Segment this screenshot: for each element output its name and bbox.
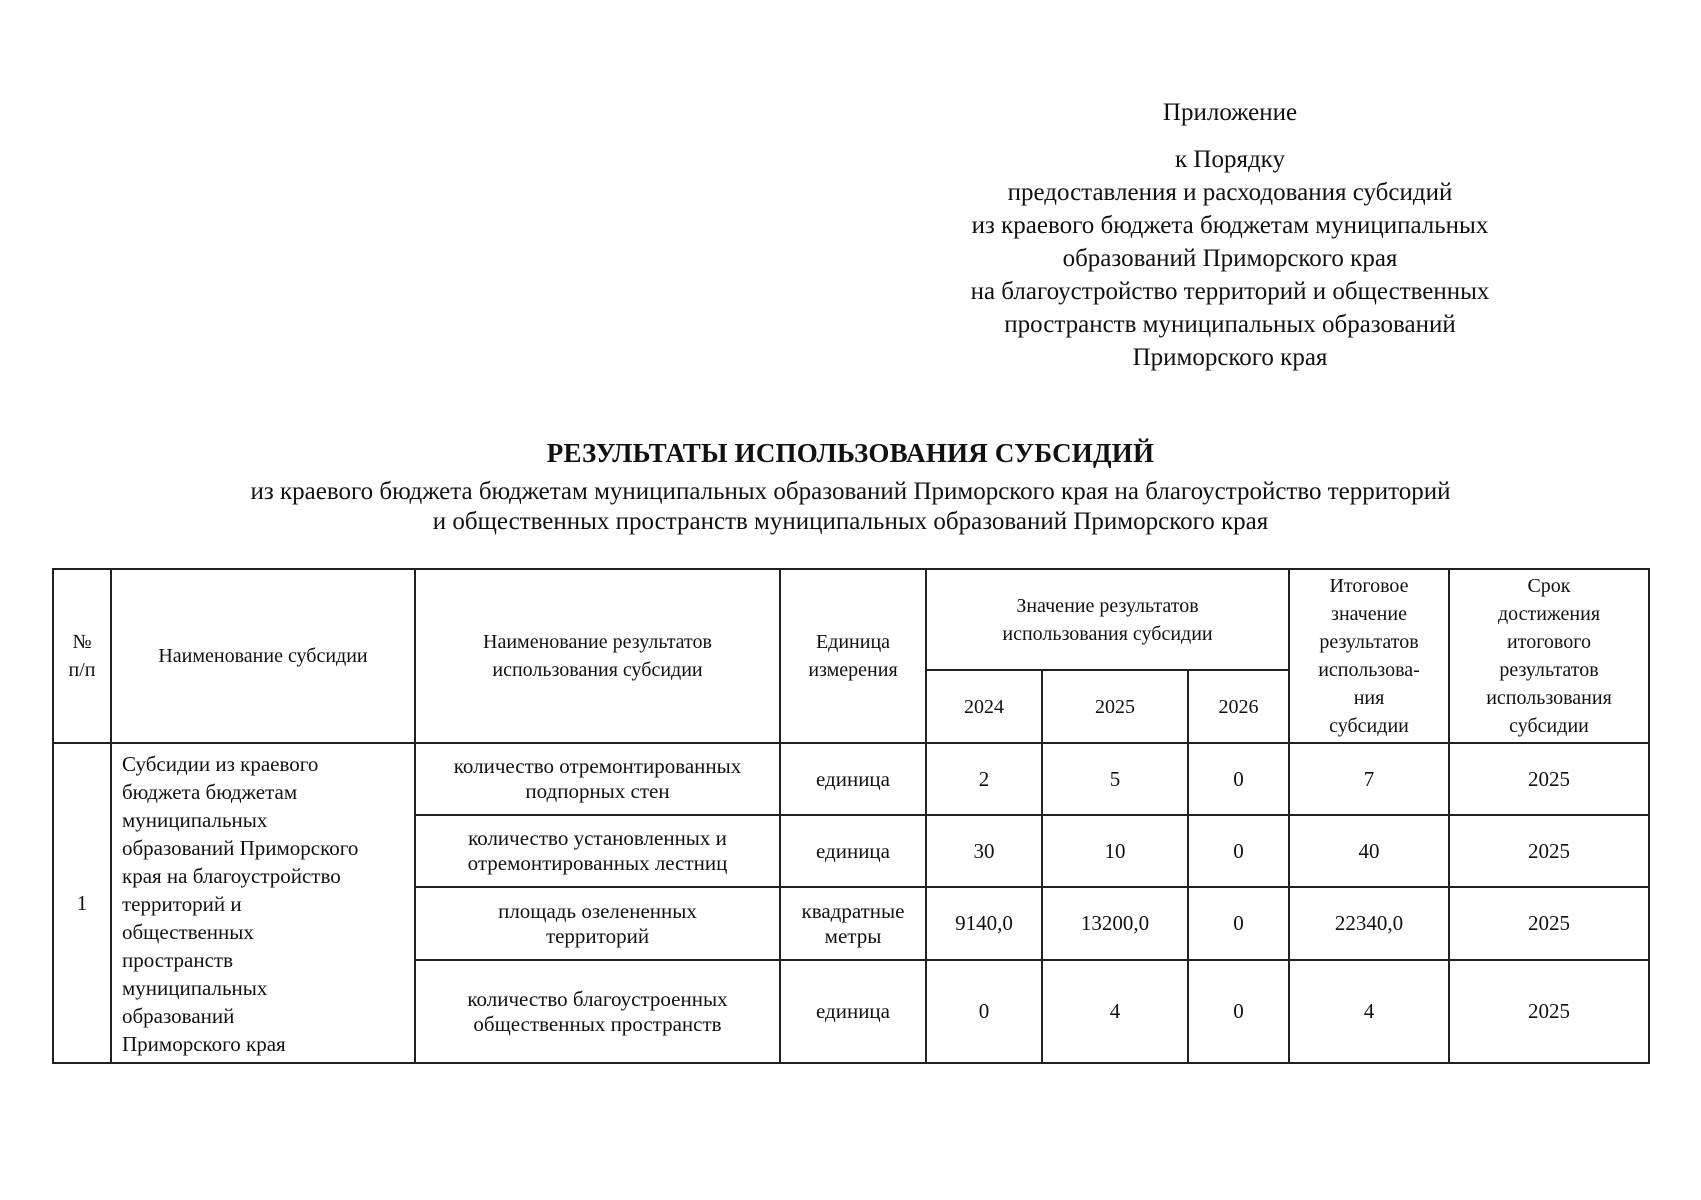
value-2026-cell: 0 [1188, 960, 1289, 1063]
subtitle-line: и общественных пространств муниципальных образований Приморского края [432, 508, 1269, 535]
results-table [52, 568, 1650, 1064]
total-cell: 22340,0 [1289, 887, 1449, 960]
row-number: 1 [53, 743, 111, 1063]
value-2026-cell: 0 [1188, 887, 1289, 960]
result-name-cell: количество благоустроенных общественных пространств [415, 960, 780, 1063]
header-unit: Единица измерения [780, 569, 926, 743]
value-2025-cell: 5 [1042, 743, 1188, 815]
document-title: РЕЗУЛЬТАТЫ ИСПОЛЬЗОВАНИЯ СУБСИДИЙ [546, 438, 1155, 468]
subtitle-line: из краевого бюджета бюджетам муниципальных образований Приморского края на благоустройство территорий [250, 478, 1451, 505]
appendix-line: к Порядку [1175, 146, 1285, 173]
header-year-2025: 2025 [1042, 670, 1188, 743]
result-name-cell: площадь озелененных территорий [415, 887, 780, 960]
appendix-block [900, 96, 1560, 374]
deadline-cell: 2025 [1449, 887, 1649, 960]
unit-cell: единица [780, 815, 926, 887]
appendix-line: пространств муниципальных образований [1004, 311, 1456, 338]
header-result-name: Наименование результатов использования субсидии [415, 569, 780, 743]
unit-cell: единица [780, 960, 926, 1063]
value-2024-cell: 2 [926, 743, 1042, 815]
table-row [53, 743, 1649, 815]
value-2026-cell: 0 [1188, 815, 1289, 887]
header-total: Итоговое значение результатов использова- ния субсидии [1289, 569, 1449, 743]
header-year-2024: 2024 [926, 670, 1042, 743]
result-name-cell: количество установленных и отремонтированных лестниц [415, 815, 780, 887]
total-cell: 40 [1289, 815, 1449, 887]
document-subtitle [0, 477, 1701, 537]
header-row [53, 569, 1649, 670]
total-cell: 7 [1289, 743, 1449, 815]
value-2026-cell: 0 [1188, 743, 1289, 815]
header-values-group: Значение результатов использования субсидии [926, 569, 1289, 670]
appendix-line: образований Приморского края [1062, 245, 1398, 272]
value-2024-cell: 0 [926, 960, 1042, 1063]
deadline-cell: 2025 [1449, 960, 1649, 1063]
deadline-cell: 2025 [1449, 815, 1649, 887]
total-cell: 4 [1289, 960, 1449, 1063]
appendix-line: из краевого бюджета бюджетам муниципальных [971, 212, 1489, 239]
value-2025-cell: 13200,0 [1042, 887, 1188, 960]
header-year-2026: 2026 [1188, 670, 1289, 743]
value-2025-cell: 10 [1042, 815, 1188, 887]
value-2024-cell: 9140,0 [926, 887, 1042, 960]
deadline-cell: 2025 [1449, 743, 1649, 815]
subsidy-name-cell: Субсидии из краевого бюджета бюджетам муниципальных образований Приморского края на благоустройство территорий и общественных пространств муниципальных образований Приморского края [111, 743, 415, 1063]
appendix-line: Приморского края [1132, 344, 1328, 371]
value-2024-cell: 30 [926, 815, 1042, 887]
appendix-line: на благоустройство территорий и общественных [970, 278, 1490, 305]
result-name-cell: количество отремонтированных подпорных стен [415, 743, 780, 815]
header-num: № п/п [53, 569, 111, 743]
value-2025-cell: 4 [1042, 960, 1188, 1063]
unit-cell: единица [780, 743, 926, 815]
unit-cell: квадратные метры [780, 887, 926, 960]
appendix-heading: Приложение [1162, 99, 1298, 126]
header-deadline: Срок достижения итогового результатов использования субсидии [1449, 569, 1649, 743]
header-subsidy-name: Наименование субсидии [111, 569, 415, 743]
appendix-line: предоставления и расходования субсидий [1007, 179, 1453, 206]
